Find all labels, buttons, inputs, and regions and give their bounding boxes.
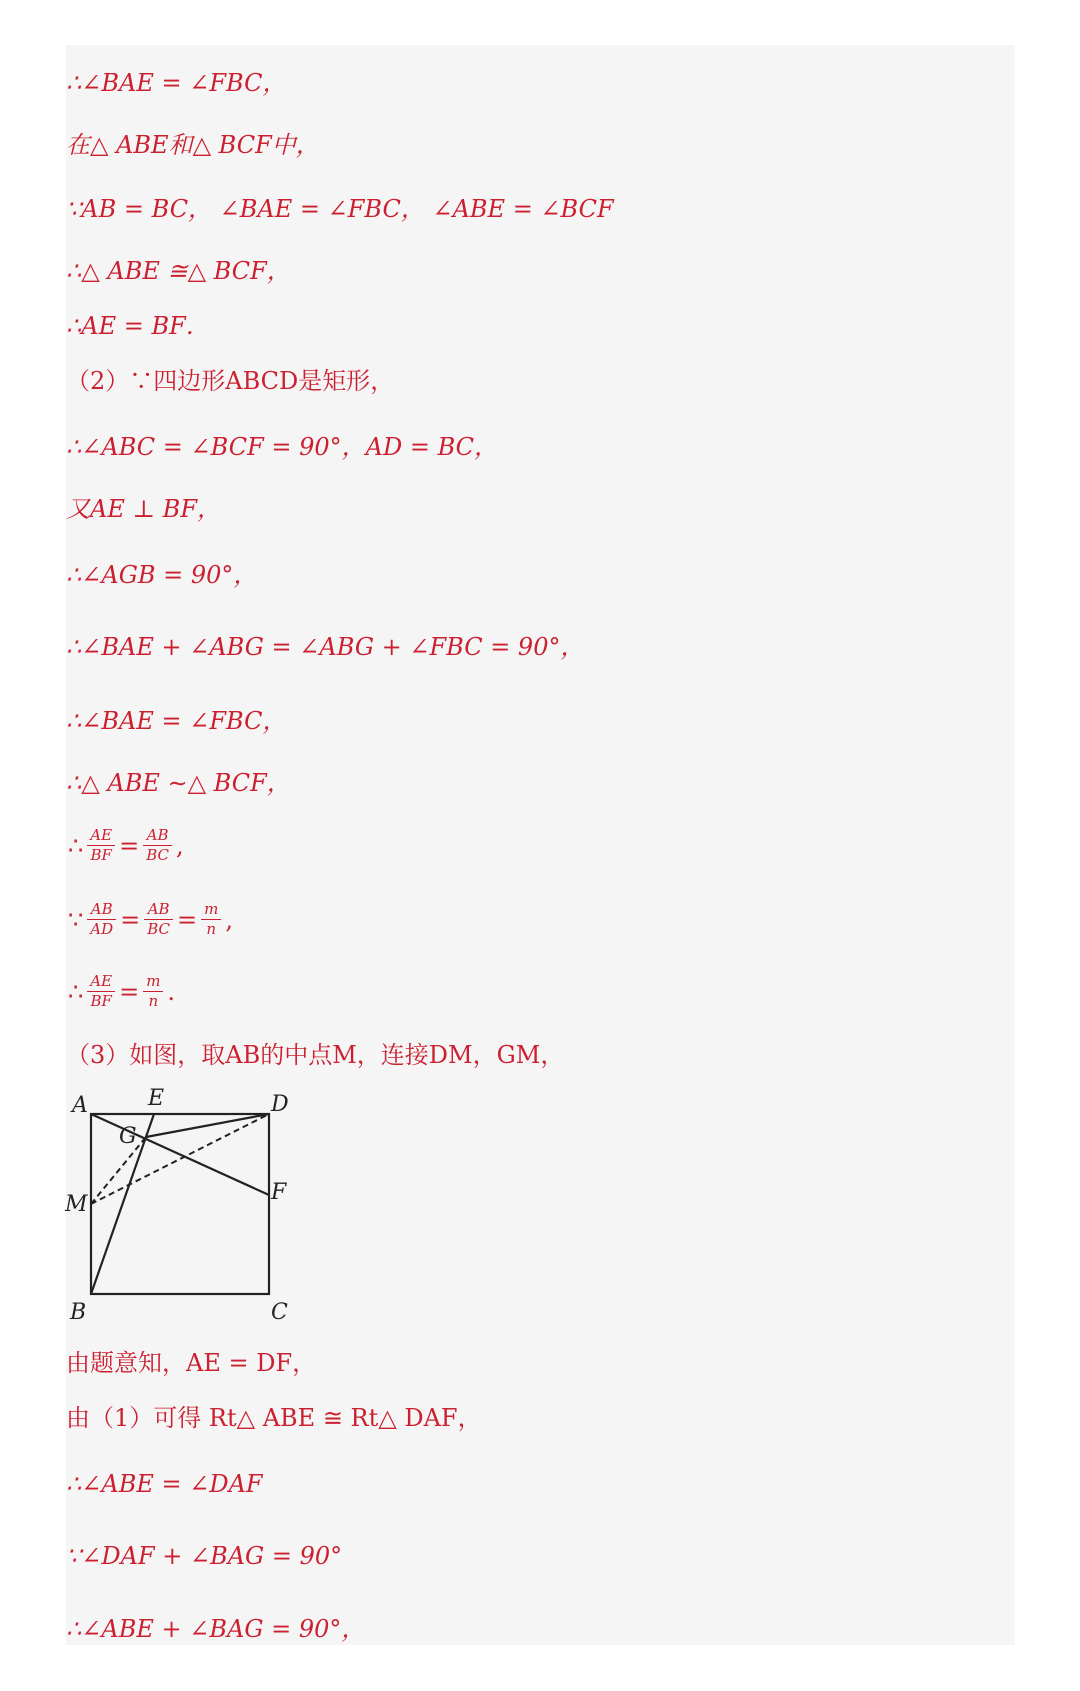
fraction: $\frac{AB}{BC}$ — [144, 901, 173, 938]
geometry-figure — [60, 1085, 310, 1325]
proof-line-17: 由题意知，AE = DF， — [66, 1349, 317, 1377]
segment-md — [91, 1114, 269, 1204]
label-m: M — [65, 1192, 88, 1217]
proof-line-10: ∴∠BAE + ∠ABG = ∠ABG + ∠FBC = 90°， — [66, 633, 585, 661]
label-e: E — [148, 1086, 165, 1111]
proof-line-15: ∴ $\frac{AE}{BF}$ = $\frac{m}{n}$ . — [66, 968, 177, 1014]
proof-line-18: 由（1）可得 Rt△ ABE ≅ Rt△ DAF， — [66, 1404, 482, 1432]
proof-line-8: 又AE ⊥ BF， — [66, 495, 221, 523]
fraction: $\frac{AB}{AD}$ — [87, 901, 116, 938]
rectangle-abcd — [91, 1114, 269, 1294]
fraction: $\frac{AE}{BF}$ — [87, 973, 115, 1010]
proof-line-4: ∴△ ABE ≅△ BCF， — [66, 257, 291, 285]
proof-line-6: （2）∵四边形ABCD是矩形， — [66, 367, 395, 395]
proof-line-7: ∴∠ABC = ∠BCF = 90°，AD = BC， — [66, 433, 499, 461]
proof-line-5: ∴AE = BF． — [66, 312, 210, 340]
therefore-symbol: ∴ — [68, 831, 84, 860]
label-c: C — [271, 1300, 288, 1325]
therefore-symbol: ∴ — [68, 977, 84, 1006]
proof-line-3: ∵AB = BC， ∠BAE = ∠FBC， ∠ABE = ∠BCF — [66, 195, 614, 223]
proof-line-11: ∴∠BAE = ∠FBC， — [66, 707, 287, 735]
proof-line-1: ∴∠BAE = ∠FBC， — [66, 69, 287, 97]
fraction: $\frac{AE}{BF}$ — [87, 827, 115, 864]
fraction: $\frac{AB}{BC}$ — [143, 827, 172, 864]
label-d: D — [271, 1092, 289, 1117]
proof-line-16: （3）如图，取AB的中点M，连接DM，GM， — [66, 1041, 565, 1069]
label-b: B — [70, 1300, 87, 1325]
proof-line-13: ∴ $\frac{AE}{BF}$ = $\frac{AB}{BC}$ , — [66, 822, 186, 868]
segment-af — [91, 1114, 269, 1195]
fraction: $\frac{m}{n}$ — [201, 901, 221, 938]
proof-line-2: 在△ ABE和△ BCF中， — [66, 131, 320, 159]
proof-line-12: ∴△ ABE ∼△ BCF， — [66, 769, 291, 797]
proof-line-20: ∵∠DAF + ∠BAG = 90° — [66, 1542, 343, 1570]
proof-line-14: ∵ $\frac{AB}{AD}$ = $\frac{AB}{BC}$ = $\frac{m}{n}$ , — [66, 896, 235, 942]
fraction: $\frac{m}{n}$ — [143, 973, 163, 1010]
proof-line-21: ∴∠ABE + ∠BAG = 90°， — [66, 1615, 366, 1643]
proof-line-19: ∴∠ABE = ∠DAF — [66, 1470, 263, 1498]
proof-line-9: ∴∠AGB = 90°， — [66, 561, 258, 589]
segment-gd — [146, 1114, 269, 1137]
label-f: F — [271, 1180, 287, 1205]
label-g: G — [119, 1124, 137, 1149]
because-symbol: ∵ — [68, 905, 84, 934]
label-a: A — [72, 1093, 88, 1118]
